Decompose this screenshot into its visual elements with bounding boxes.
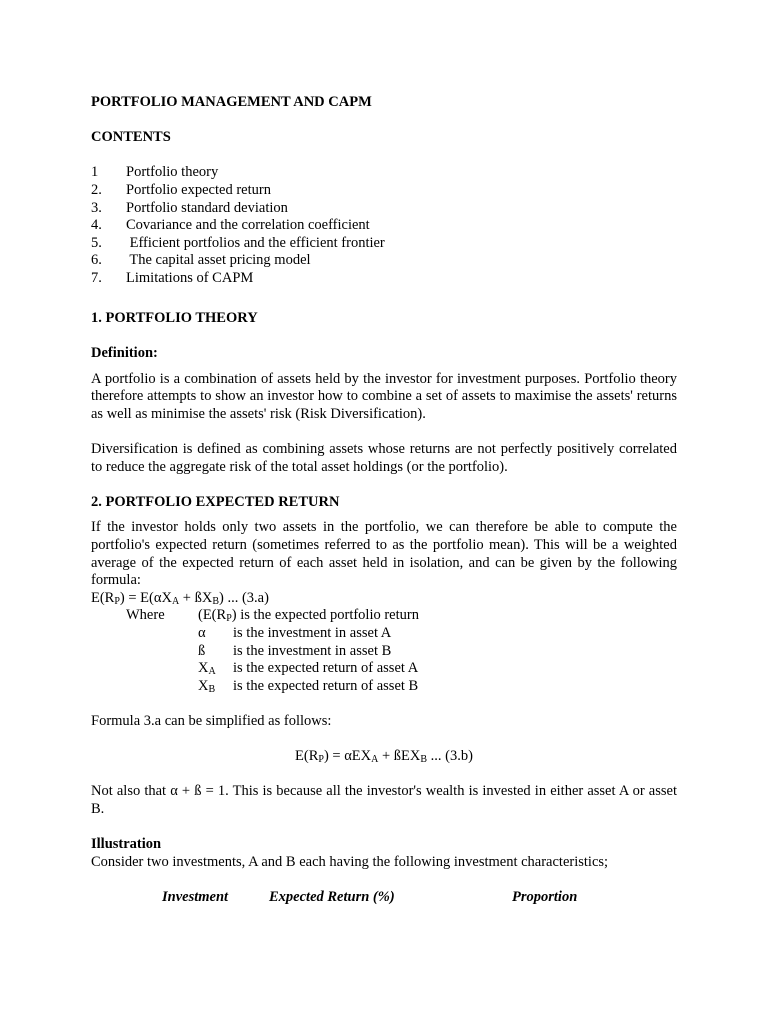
- toc-label: Efficient portfolios and the efficient frontier: [126, 234, 385, 251]
- toc-label: Portfolio expected return: [126, 181, 271, 198]
- toc-item: [91, 270, 677, 288]
- paragraph: If the investor holds only two assets in the portfolio, we can therefore be able to compute the portfolio's expected return (sometimes referred to as the portfolio mean). This will be a weighted average of the expected return of each asset held in isolation, and can be given by the following formula:: [91, 519, 677, 589]
- variable-description: is the expected return of asset B: [233, 677, 419, 694]
- paragraph: Diversification is defined as combining assets whose returns are not perfectly positively correlated to reduce the aggregate risk of the total asset holdings (or the portfolio).: [91, 441, 677, 475]
- toc-label: Portfolio theory: [126, 164, 219, 181]
- illustration-label: Illustration: [91, 836, 162, 853]
- toc-number: 1: [91, 164, 99, 181]
- toc-label: Covariance and the correlation coefficient: [126, 217, 370, 234]
- paragraph: A portfolio is a combination of assets held by the investor for investment purposes. Portfolio theory therefore attempts to show an investor how to combine a set of assets to maximise the assets' returns as well as minimise the assets' risk (Risk Diversification).: [91, 370, 677, 422]
- toc-number: 7.: [91, 269, 102, 286]
- definition-label: Definition:: [91, 345, 158, 362]
- toc-number: 3.: [91, 199, 102, 216]
- toc-item: [91, 252, 677, 270]
- document-title: PORTFOLIO MANAGEMENT AND CAPM: [91, 94, 372, 110]
- toc-number: 5.: [91, 234, 102, 251]
- table-header: [91, 889, 677, 907]
- toc-number: 6.: [91, 252, 102, 269]
- column-header: Expected Return (%): [269, 888, 395, 905]
- variable-definitions: [91, 607, 677, 695]
- column-header: Proportion: [512, 888, 578, 905]
- toc-item: [91, 235, 677, 253]
- section-heading: 2. PORTFOLIO EXPECTED RETURN: [91, 493, 340, 510]
- column-header: Investment: [162, 888, 229, 905]
- toc-number: 2.: [91, 181, 102, 198]
- toc-item: [91, 200, 677, 218]
- toc-item: [91, 217, 677, 235]
- paragraph: Not also that α + ß = 1. This is because all the investor's wealth is invested in either asset A or asset B.: [91, 783, 677, 817]
- section-heading: 1. PORTFOLIO THEORY: [91, 309, 258, 326]
- toc-item: [91, 182, 677, 200]
- document-page: [91, 94, 677, 907]
- toc-label: The capital asset pricing model: [126, 252, 311, 269]
- contents-heading: CONTENTS: [91, 129, 171, 146]
- paragraph: Consider two investments, A and B each having the following investment characteristics;: [91, 853, 609, 870]
- table-of-contents: [91, 164, 677, 287]
- paragraph: Formula 3.a can be simplified as follows:: [91, 713, 332, 729]
- variable-description: is the investment in asset B: [233, 642, 392, 659]
- variable-symbol: ß: [198, 642, 206, 659]
- variable-symbol: $X_B$: [198, 677, 216, 695]
- toc-label: Portfolio standard deviation: [126, 199, 288, 216]
- variable-symbol: $X_A$: [198, 660, 216, 678]
- toc-label: Limitations of CAPM: [126, 269, 254, 286]
- variable-definition: ($E(R_P)$ is the expected portfolio return: [198, 607, 419, 625]
- variable-description: is the investment in asset A: [233, 625, 392, 642]
- formula-3b: $E(R_P) = \alpha EX_A$ + ßEX$_B$ ... (3.b): [295, 748, 473, 766]
- where-label: Where: [126, 607, 165, 624]
- toc-number: 4.: [91, 217, 102, 234]
- variable-symbol: α: [198, 625, 206, 642]
- toc-item: [91, 164, 677, 182]
- variable-description: is the expected return of asset A: [233, 660, 419, 677]
- formula-3a: $E(R_P) = E(\alpha X_A$ + $ßX_B$) ... (3.a): [91, 589, 269, 607]
